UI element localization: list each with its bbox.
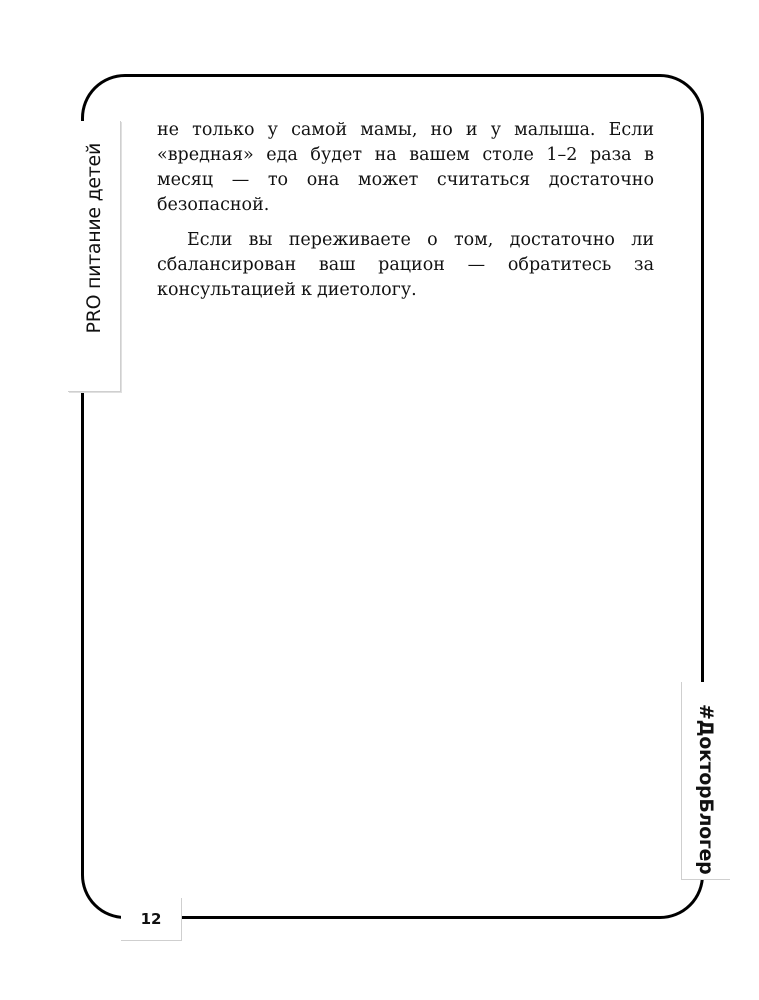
- body-text: [157, 118, 654, 303]
- section-tab-left: [68, 121, 121, 392]
- paragraph-1: не только у самой мамы, но и у малыша. Если «вредная» еда будет на вашем столе 1–2 раза в месяц — то она может считаться достаточно безопасной.: [157, 120, 654, 215]
- hashtag-label: #ДокторБлогер: [695, 704, 717, 875]
- page-number: 12: [121, 898, 182, 941]
- section-title: PRO питание детей: [83, 143, 105, 334]
- hashtag-tab-right: [681, 682, 730, 880]
- paragraph-2: Если вы переживаете о том, достаточно ли сбалансирован ваш рацион — обратитесь за консультацией к диетологу.: [157, 230, 654, 300]
